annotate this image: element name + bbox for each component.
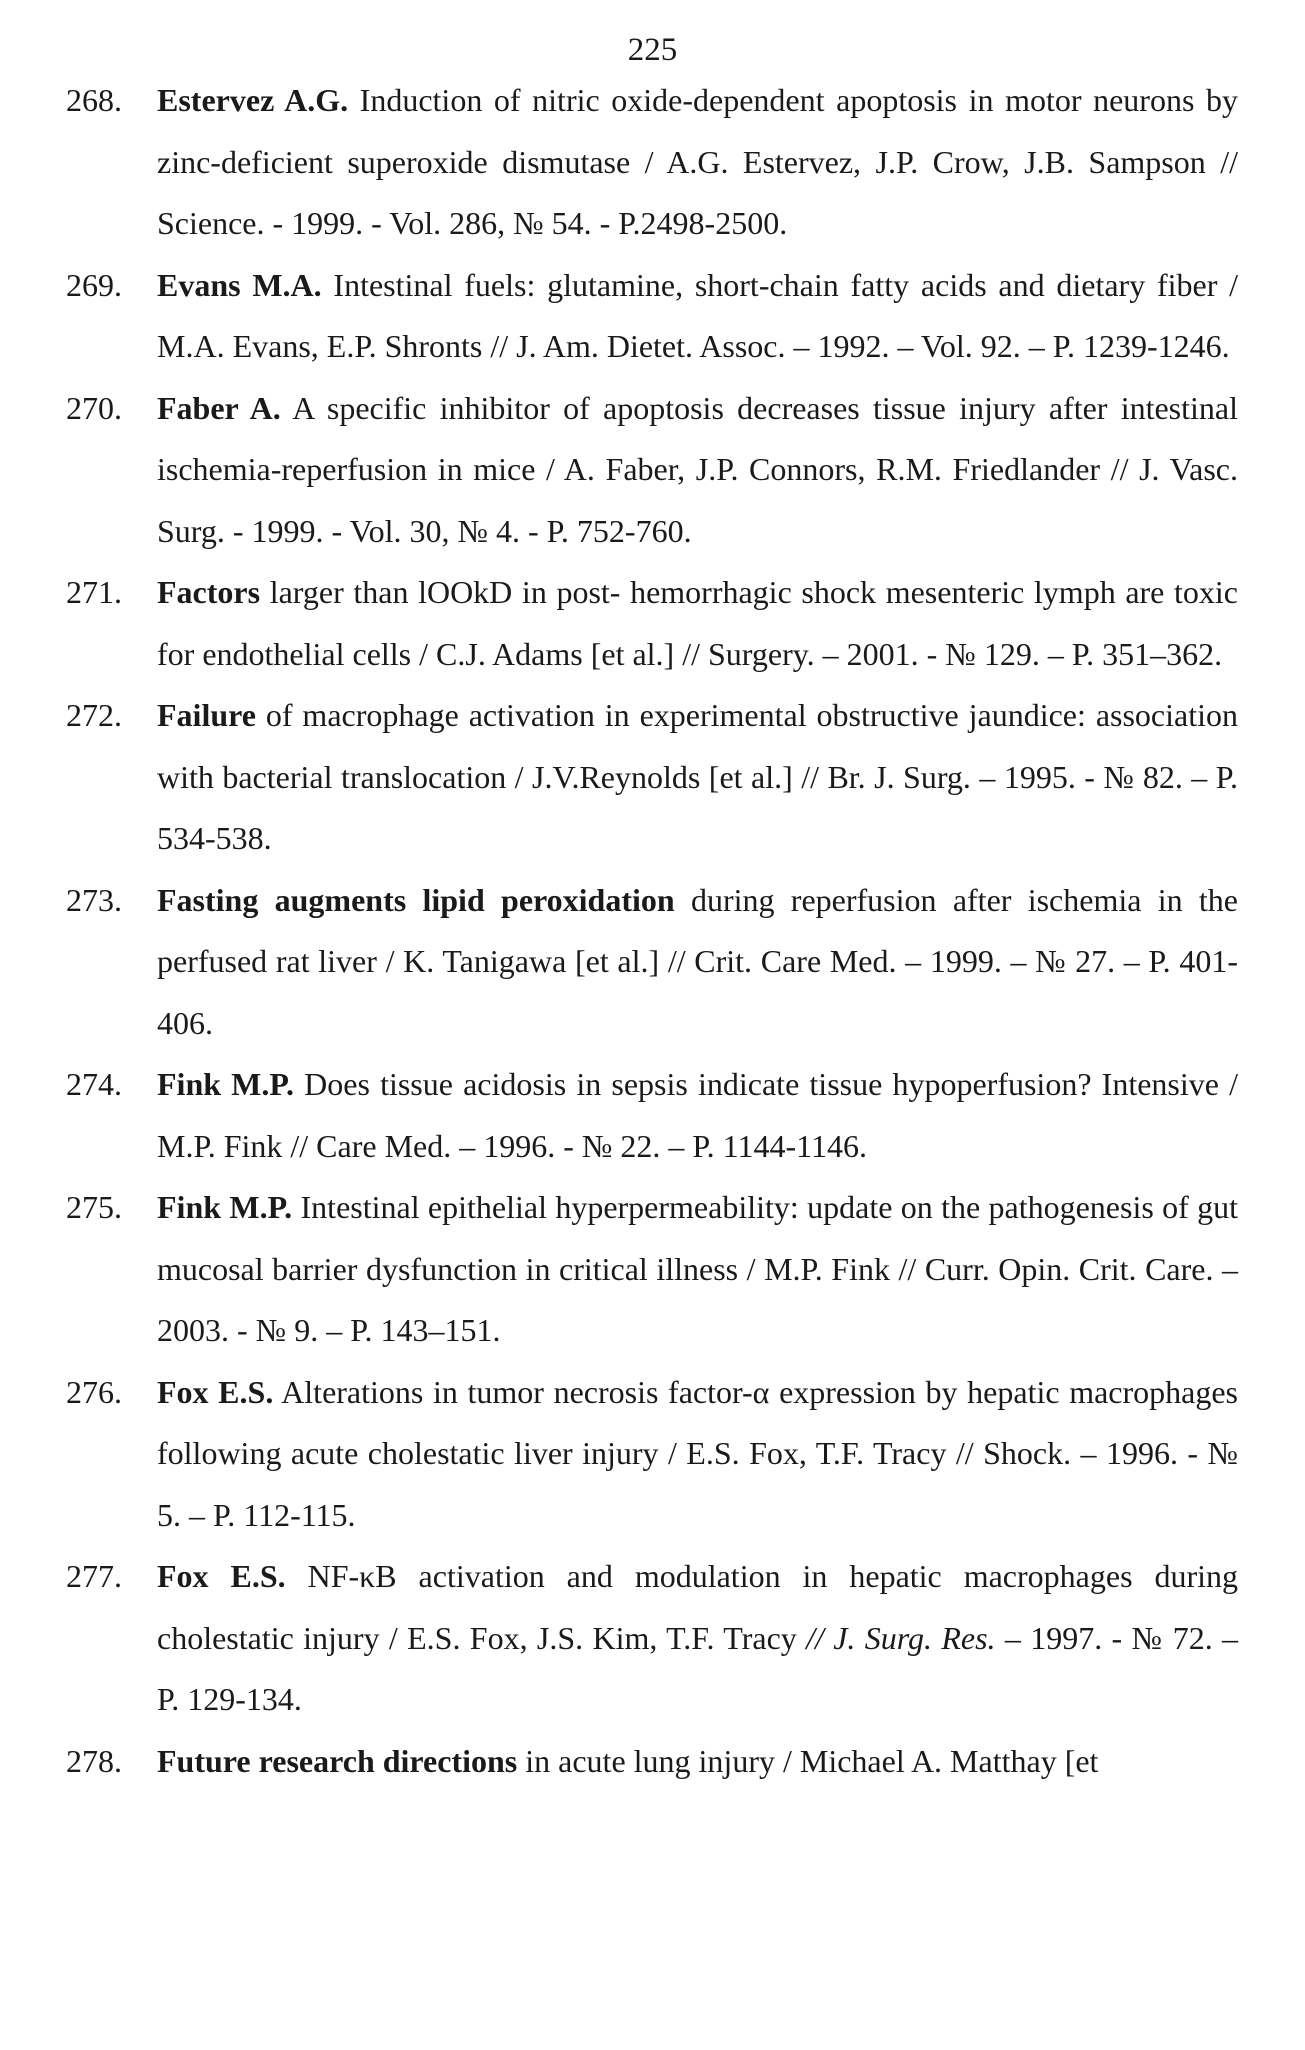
- reference-text: Intestinal epithelial hyperpermeability: update on the pathogenesis of gut mucosal barrier dysfunction in critical illness / M.P. Fink // Curr. Opin. Crit. Care. – 2003. - № 9. – P. 143–151.: [157, 1189, 1239, 1348]
- reference-text: of macrophage activation in experimental obstructive jaundice: association with bacterial translocation / J.V.Reynolds [et al.] // Br. J. Surg. – 1995. - № 82. – P. 534-538.: [157, 697, 1238, 856]
- reference-lead: Fox E.S.: [157, 1558, 286, 1594]
- reference-number: 278.: [66, 1742, 122, 1779]
- reference-lead: Future research directions: [157, 1742, 518, 1779]
- reference-list: [66, 70, 1238, 1792]
- reference-number: 270.: [66, 389, 122, 426]
- reference-text: NF-κB activation and modulation in hepatic macrophages during cholestatic injury / E.S. Fox, J.S. Kim, T.F. Tracy: [157, 1558, 1239, 1656]
- reference-number: 274.: [66, 1066, 122, 1102]
- reference-lead: Fink M.P.: [157, 1066, 294, 1102]
- reference-lead: Factors: [157, 574, 261, 610]
- reference-item: [66, 1054, 1238, 1177]
- reference-text: Intestinal fuels: glutamine, short-chain fatty acids and dietary fiber / M.A. Evans, E.P. Shronts // J. Am. Dietet. Assoc. – 1992. – Vol. 92. – P. 1239-1246.: [157, 266, 1239, 364]
- reference-item: [66, 1177, 1238, 1362]
- reference-lead: Fox E.S.: [157, 1373, 274, 1410]
- reference-tail: – 1997. - № 72. – P. 129-134.: [157, 1619, 1239, 1717]
- reference-number: 277.: [66, 1558, 122, 1594]
- reference-number: 271.: [66, 574, 122, 610]
- reference-item: [66, 1362, 1238, 1547]
- reference-number: 268.: [66, 82, 122, 118]
- reference-lead: Fink M.P.: [157, 1189, 293, 1225]
- reference-item: [66, 1546, 1238, 1731]
- reference-lead: Faber A.: [157, 389, 281, 426]
- reference-item: [66, 255, 1238, 378]
- reference-journal: // J. Surg. Res.: [806, 1619, 996, 1656]
- reference-item: [66, 870, 1238, 1055]
- reference-text: Induction of nitric oxide-dependent apoptosis in motor neurons by zinc-deficient superoxide dismutase / A.G. Estervez, J.P. Crow, J.B. Sampson // Science. - 1999. - Vol. 286, № 54. - P.2498-2500.: [157, 82, 1239, 241]
- reference-item: [66, 562, 1238, 685]
- reference-item: [66, 685, 1238, 870]
- reference-text: larger than lOOkD in post- hemorrhagic shock mesenteric lymph are toxic for endothelial cells / C.J. Adams [et al.] // Surgery. – 2001. - № 129. – P. 351–362.: [157, 574, 1238, 672]
- reference-number: 275.: [66, 1189, 122, 1225]
- page-number: 225: [627, 32, 678, 68]
- reference-number: 276.: [66, 1373, 122, 1410]
- reference-text: A specific inhibitor of apoptosis decreases tissue injury after intestinal ischemia-reperfusion in mice / A. Faber, J.P. Connors, R.M. Friedlander // J. Vasc. Surg. - 1999. - Vol. 30, № 4. - P. 752-760.: [157, 389, 1239, 549]
- reference-lead: Failure: [157, 697, 256, 733]
- reference-number: 272.: [66, 697, 122, 733]
- reference-lead: Evans M.A.: [157, 266, 322, 303]
- reference-number: 269.: [66, 266, 122, 303]
- reference-text: Alterations in tumor necrosis factor-α expression by hepatic macrophages following acute cholestatic liver injury / E.S. Fox, T.F. Tracy // Shock. – 1996. - № 5. – P. 112-115.: [157, 1373, 1238, 1533]
- reference-text: in acute lung injury / Michael A. Matthay [et: [517, 1742, 1099, 1779]
- reference-text: Does tissue acidosis in sepsis indicate tissue hypoperfusion? Intensive / M.P. Fink // Care Med. – 1996. - № 22. – P. 1144-1146.: [157, 1066, 1239, 1164]
- reference-item: [66, 70, 1238, 255]
- reference-text: during reperfusion after ischemia in the perfused rat liver / K. Tanigawa [et al.] // Crit. Care Med. – 1999. – № 27. – P. 401-406.: [157, 881, 1238, 1041]
- reference-lead: Fasting augments lipid peroxidation: [157, 881, 675, 918]
- reference-lead: Estervez A.G.: [157, 82, 349, 118]
- reference-item: [66, 378, 1238, 563]
- reference-number: 273.: [66, 881, 122, 918]
- reference-item: [66, 1731, 1238, 1793]
